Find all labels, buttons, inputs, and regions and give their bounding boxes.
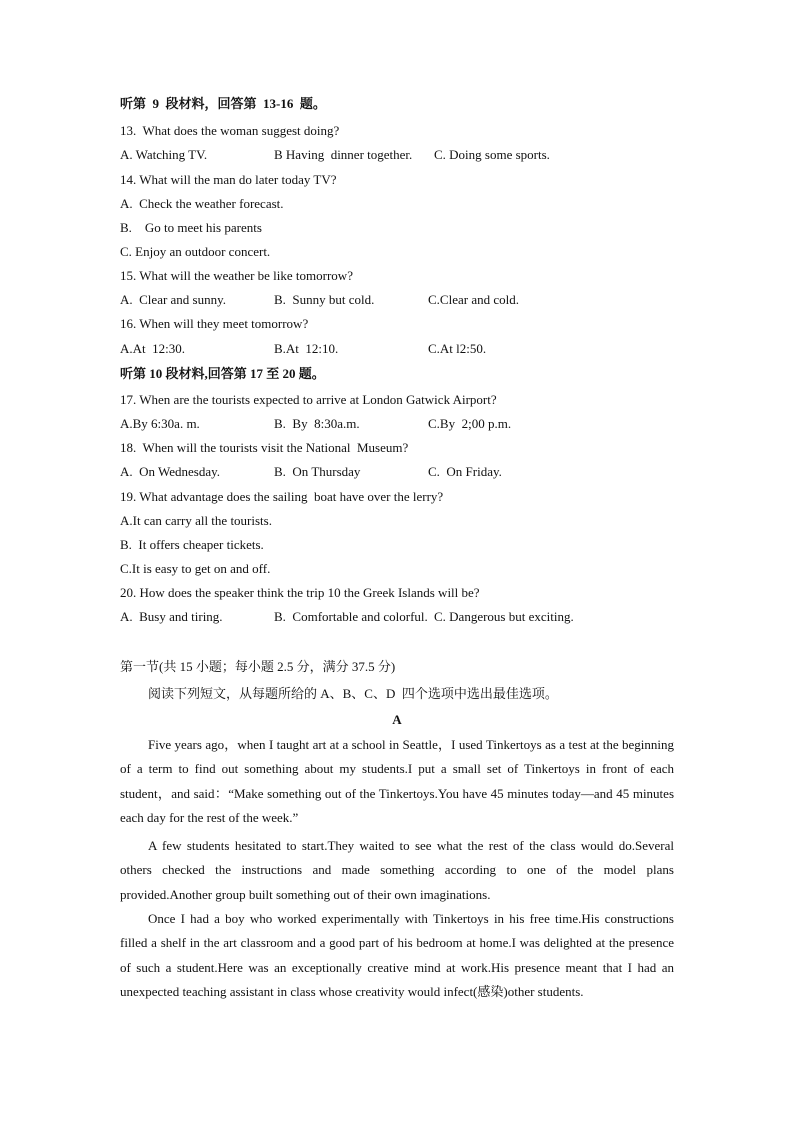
- paragraph-1-text: Five years ago，when I taught art at a school in Seattle，I used Tinkertoys as a test at the beginning of a term to find out something about my students.I put a small set of Tinkertoys in front of each student，and said：“Make something out of the Tinkertoys.You have 45 minutes today—and 45 minutes each day for the rest of the week.”: [120, 737, 674, 825]
- q13-option-a: A. Watching TV.: [120, 147, 208, 162]
- section-10-heading: 听第 10 段材料,回答第 17 至 20 题。: [120, 366, 325, 381]
- q20-option-a: A. Busy and tiring.: [120, 609, 223, 624]
- passage-paragraph-3: [120, 907, 674, 1004]
- q13-option-b: B Having dinner together.: [274, 147, 413, 162]
- reading-instruction: 阅读下列短文，从每题所给的 A、B、C、D 四个选项中选出最佳选项。: [148, 686, 558, 701]
- q18-option-b: B. On Thursday: [274, 464, 361, 479]
- q17-option-c: C.By 2;00 p.m.: [428, 416, 512, 431]
- q15-option-a: A. Clear and sunny.: [120, 292, 227, 307]
- q19-option-c: C.It is easy to get on and off.: [120, 561, 271, 576]
- question-18: 18. When will the tourists visit the National Museum?: [120, 440, 409, 455]
- q14-option-b: B. Go to meet his parents: [120, 220, 262, 235]
- q20-option-c: C. Dangerous but exciting.: [434, 609, 574, 624]
- question-17: 17. When are the tourists expected to arrive at London Gatwick Airport?: [120, 392, 497, 407]
- q19-option-a: A.It can carry all the tourists.: [120, 513, 272, 528]
- q16-option-c: C.At l2:50.: [428, 341, 487, 356]
- q18-option-a: A. On Wednesday.: [120, 464, 221, 479]
- q17-option-b: B. By 8:30a.m.: [274, 416, 360, 431]
- paragraph-2-text: A few students hesitated to start.They waited to see what the rest of the class would do.Several others checked the instructions and made something according to one of the model plans provided.Another group built something out of their own imaginations.: [120, 838, 674, 902]
- q13-option-c: C. Doing some sports.: [434, 147, 550, 162]
- question-19: 19. What advantage does the sailing boat have over the lerry?: [120, 489, 444, 504]
- q20-option-b: B. Comfortable and colorful.: [274, 609, 428, 624]
- q14-option-c: C. Enjoy an outdoor concert.: [120, 244, 271, 259]
- q17-option-a: A.By 6:30a. m.: [120, 416, 200, 431]
- question-13: 13. What does the woman suggest doing?: [120, 123, 340, 138]
- q14-option-a: A. Check the weather forecast.: [120, 196, 284, 211]
- q19-option-b: B. It offers cheaper tickets.: [120, 537, 264, 552]
- q16-option-b: B.At 12:10.: [274, 341, 339, 356]
- question-15: 15. What will the weather be like tomorrow?: [120, 268, 353, 283]
- question-16: 16. When will they meet tomorrow?: [120, 316, 309, 331]
- question-14: 14. What will the man do later today TV?: [120, 172, 337, 187]
- paragraph-3-text: Once I had a boy who worked experimentally with Tinkertoys in his free time.His constructions filled a shelf in the art classroom and a good part of his bedroom at home.I was delighted at the presence of such a student.Here was an exceptionally creative mind at work.His presence meant that I had an unexpected teaching assistant in class whose creativity would infect(感染)other students.: [120, 911, 674, 999]
- q15-option-b: B. Sunny but cold.: [274, 292, 375, 307]
- question-20: 20. How does the speaker think the trip 10 the Greek Islands will be?: [120, 585, 480, 600]
- q18-option-c: C. On Friday.: [428, 464, 502, 479]
- passage-paragraph-1: [120, 733, 674, 830]
- passage-paragraph-2: [120, 834, 674, 907]
- reading-section-heading: 第一节(共 15 小题；每小题 2.5 分，满分 37.5 分): [120, 659, 396, 674]
- section-9-heading: 听第 9 段材料，回答第 13-16 题。: [120, 96, 326, 111]
- q15-option-c: C.Clear and cold.: [428, 292, 519, 307]
- passage-label: A: [392, 712, 402, 727]
- q16-option-a: A.At 12:30.: [120, 341, 185, 356]
